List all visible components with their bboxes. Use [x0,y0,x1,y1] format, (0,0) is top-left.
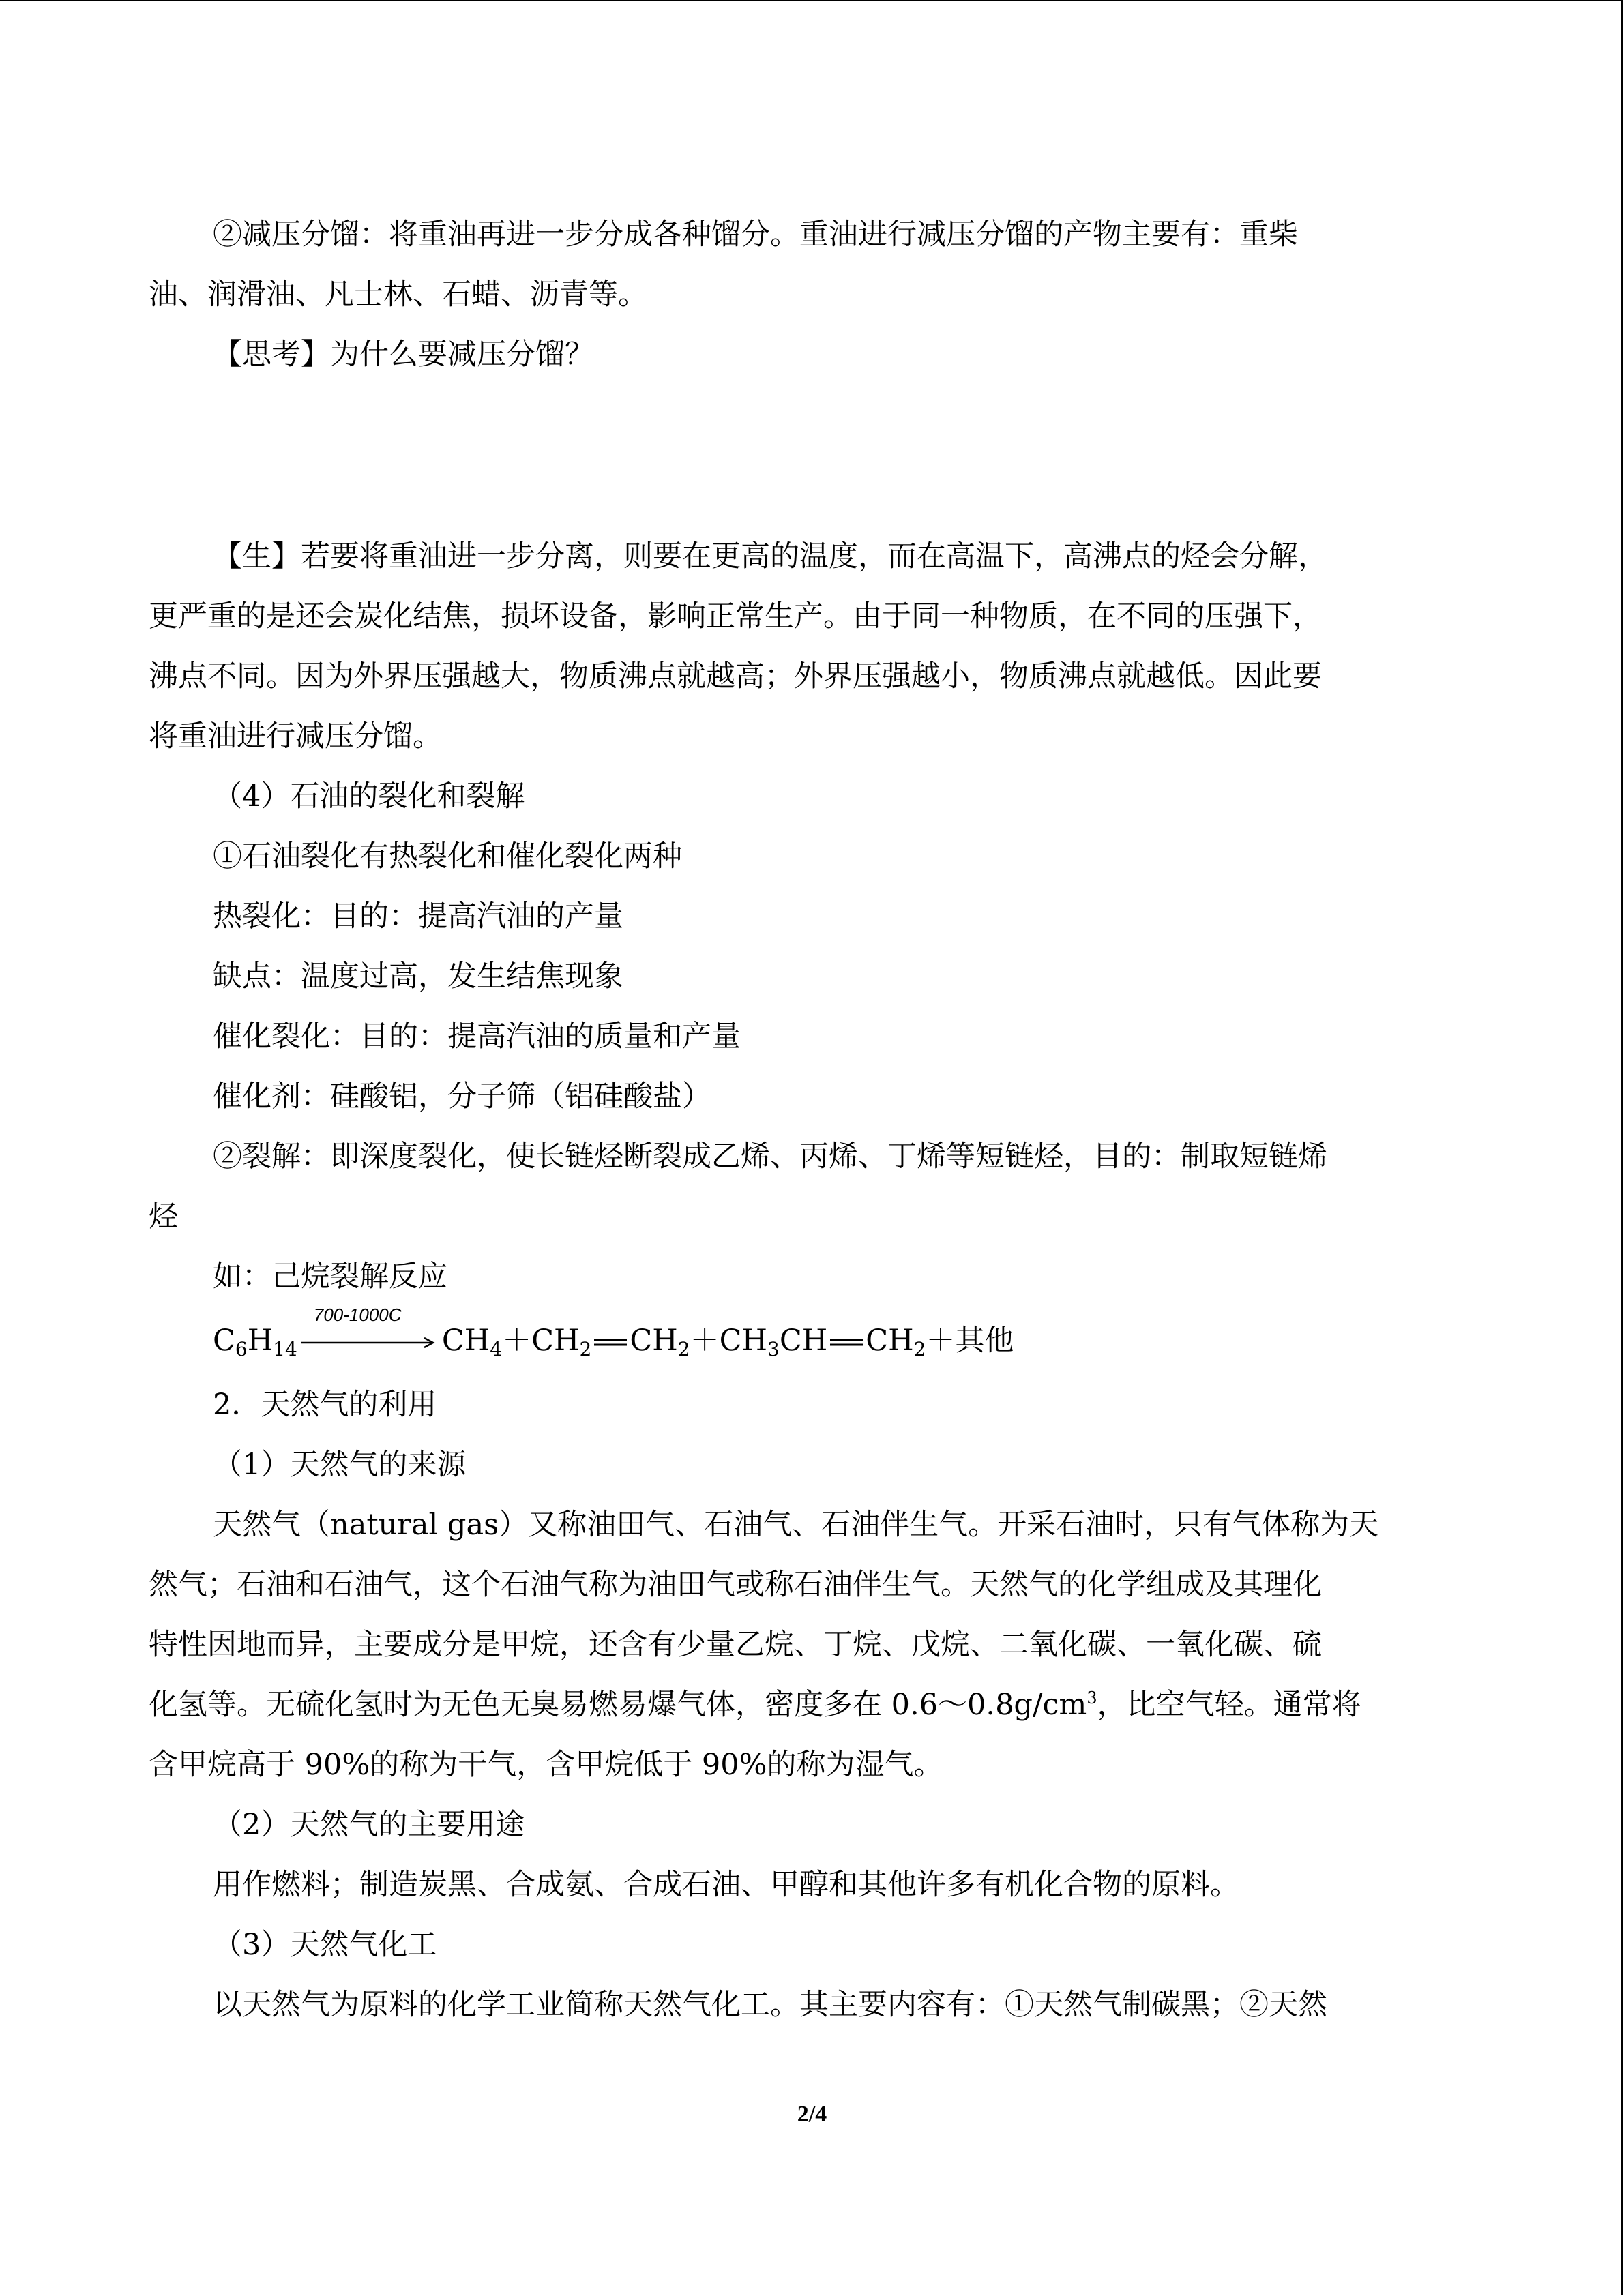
text-drawback: 缺点：温度过高，发生结焦现象 [213,959,623,994]
blank-answer-space [149,385,1458,526]
text-line: 特性因地而异，主要成分是甲烷，还含有少量乙烷、丁烷、戊烷、二氧化碳、一氧化碳、硫 [149,1628,1322,1662]
eq-product-ch: CH [779,1324,828,1358]
text-line [149,1675,1458,1735]
eq-reactant-c: C [213,1324,235,1358]
eq-reactant-h: H [247,1324,274,1358]
eq-sub: 14 [273,1338,297,1360]
eq-product-ch2: CH [630,1324,678,1358]
eq-sub: 2 [677,1338,690,1360]
double-bond-icon [827,1336,866,1350]
eq-sub: 2 [913,1338,926,1360]
page-number: 2/4 [797,2102,827,2127]
eq-product-ch4: CH [441,1324,490,1358]
text-catalytic-cracking: 催化裂化：目的：提高汽油的质量和产量 [213,1019,741,1054]
reaction-arrow [301,1304,438,1356]
text-line: 油、润滑油、凡士林、石蜡、沥青等。 [149,278,647,312]
text-cracking-types: ①石油裂化有热裂化和催化裂化两种 [213,839,682,874]
eq-sub: 6 [235,1338,248,1360]
section-title-cracking: （4）石油的裂化和裂解 [213,779,525,814]
text-catalyst: 催化剂：硅酸铝，分子筛（铝硅酸盐） [213,1079,711,1114]
text-line: 含甲烷高于 90%的称为干气，含甲烷低于 90%的称为湿气。 [149,1748,943,1782]
superscript: 3 [1087,1688,1097,1708]
section-title-natural-gas: 2．天然气的利用 [213,1388,437,1422]
text-thermal-cracking: 热裂化：目的：提高汽油的产量 [213,899,623,934]
subsection-title-source: （1）天然气的来源 [213,1448,467,1482]
eq-plus: ＋CH [502,1324,580,1358]
text-line: 【生】若要将重油进一步分离，则要在更高的温度，而在高温下，高沸点的烃会分解， [213,539,1327,573]
paragraph-student-answer [149,526,1458,766]
text-line: 将重油进行减压分馏。 [149,719,442,754]
text-segment: 化氢等。无硫化氢时为无色无臭易燃易爆气体，密度多在 0.6～0.8g/cm [149,1688,1087,1722]
arrow-icon [301,1335,438,1351]
text-segment: ，比空气轻。通常将 [1097,1688,1361,1722]
eq-plus: ＋CH [690,1324,767,1358]
text-example: 如：己烷裂解反应 [213,1259,447,1294]
paragraph-natural-gas [149,1495,1458,1795]
subsection-title-uses: （2）天然气的主要用途 [213,1808,525,1842]
eq-sub: 2 [579,1338,592,1360]
text-line: ②裂解：即深度裂化，使长链烃断裂成乙烯、丙烯、丁烯等短链烃，目的：制取短链烯 [213,1139,1327,1174]
eq-sub: 3 [767,1338,780,1360]
eq-others: ＋其他 [926,1324,1014,1358]
subsection-title-chemical: （3）天然气化工 [213,1928,437,1962]
document-body [149,205,1458,2035]
text-line: 更严重的是还会炭化结焦，损坏设备，影响正常生产。由于同一种物质，在不同的压强下， [149,599,1322,633]
text-line: ②减压分馏：将重油再进一步分成各种馏分。重油进行减压分馏的产物主要有：重柴 [213,218,1298,252]
text-line: 天然气（natural gas）又称油田气、石油气、石油伴生气。开采石油时，只有气体称为天 [213,1508,1379,1542]
text-chemical: 以天然气为原料的化学工业简称天然气化工。其主要内容有：①天然气制碳黑；②天然 [213,1988,1327,2022]
paragraph-reduced-pressure-distillation [149,205,1458,325]
text-uses: 用作燃料；制造炭黑、合成氨、合成石油、甲醇和其他许多有机化合物的原料。 [213,1868,1239,1902]
paragraph-pyrolysis [149,1127,1458,1247]
text-line: 烃 [149,1199,178,1234]
reaction-condition: 700-1000C [313,1304,402,1325]
eq-sub: 4 [490,1338,503,1360]
double-bond-icon [591,1336,630,1350]
think-question: 【思考】为什么要减压分馏？ [213,338,594,372]
text-line: 然气；石油和石油气，这个石油气称为油田气或称石油伴生气。天然气的化学组成及其理化 [149,1568,1322,1602]
chemical-equation-hexane-cracking [149,1304,1458,1375]
text-line: 沸点不同。因为外界压强越大，物质沸点就越高；外界压强越小，物质沸点就越低。因此要 [149,659,1322,694]
eq-product-ch2b: CH [866,1324,914,1358]
